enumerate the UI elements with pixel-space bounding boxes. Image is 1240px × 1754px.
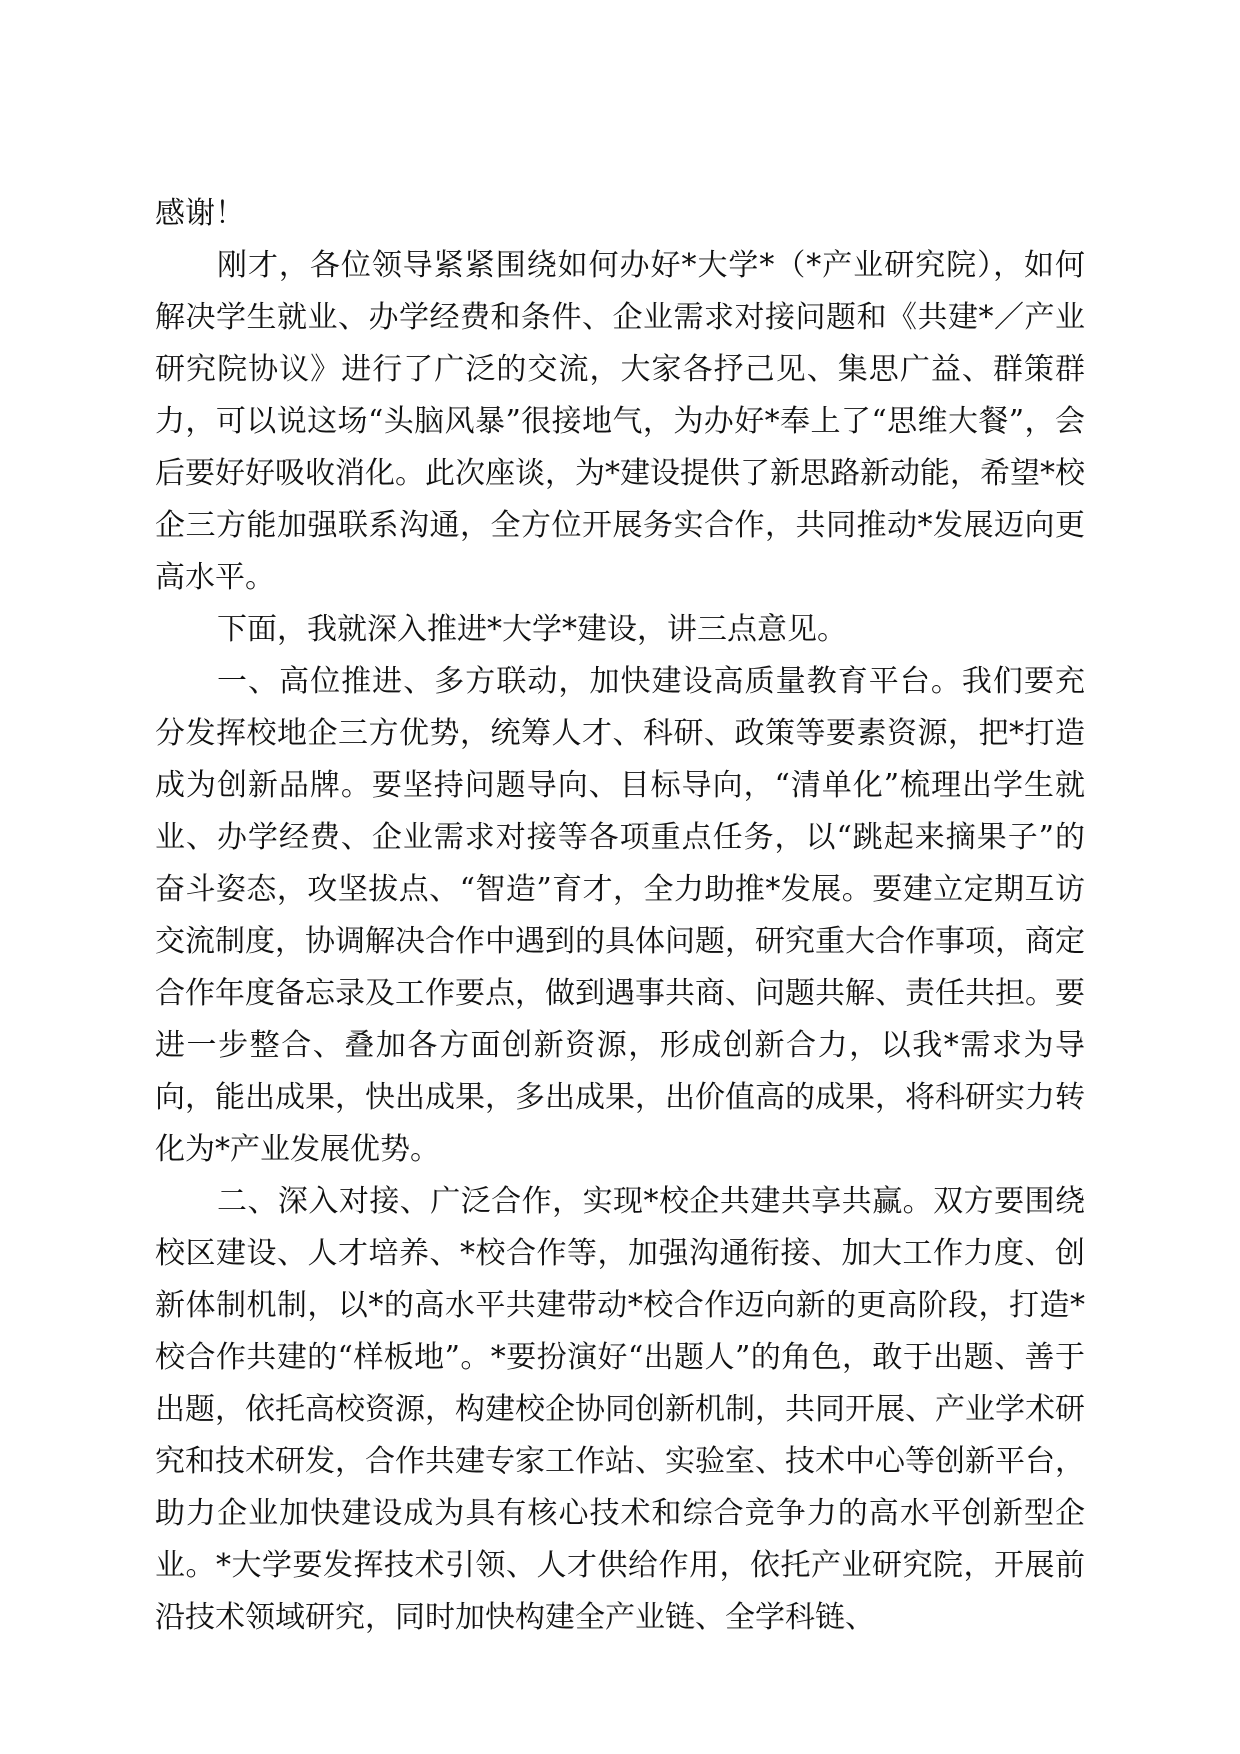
- paragraph-point-two: 二、深入对接、广泛合作，实现*校企共建共享共赢。双方要围绕校区建设、人才培养、*校合作等，加强沟通衔接、加大工作力度、创新体制机制，以*的高水平共建带动*校合作迈向新的更高阶段，打造*校合作共建的“样板地”。*要扮演好“出题人”的角色，敢于出题、善于出题，依托高校资源，构建校企协同创新机制，共同开展、产业学术研究和技术研发，合作共建专家工作站、实验室、技术中心等创新平台，助力企业加快建设成为具有核心技术和综合竞争力的高水平创新型企业。*大学要发挥技术引领、人才供给作用，依托产业研究院，开展前沿技术领域研究，同时加快构建全产业链、全学科链、: [155, 1184, 1085, 1635]
- paragraph-summary: 刚才，各位领导紧紧围绕如何办好*大学*（*产业研究院），如何解决学生就业、办学经费和条件、企业需求对接问题和《共建*／产业研究院协议》进行了广泛的交流，大家各抒己见、集思广益、群策群力，可以说这场“头脑风暴”很接地气，为办好*奉上了“思维大餐”，会后要好好吸收消化。此次座谈，为*建设提供了新思路新动能，希望*校企三方能加强联系沟通，全方位开展务实合作，共同推动*发展迈向更高水平。: [155, 248, 1085, 595]
- document-body: [155, 188, 1085, 1644]
- paragraph-thanks: 感谢！: [155, 196, 245, 231]
- paragraph-intro: 下面，我就深入推进*大学*建设，讲三点意见。: [217, 612, 847, 647]
- paragraph-point-one: 一、高位推进、多方联动，加快建设高质量教育平台。我们要充分发挥校地企三方优势，统筹人才、科研、政策等要素资源，把*打造成为创新品牌。要坚持问题导向、目标导向，“清单化”梳理出学生就业、办学经费、企业需求对接等各项重点任务，以“跳起来摘果子”的奋斗姿态，攻坚拔点、“智造”育才，全力助推*发展。要建立定期互访交流制度，协调解决合作中遇到的具体问题，研究重大合作事项，商定合作年度备忘录及工作要点，做到遇事共商、问题共解、责任共担。要进一步整合、叠加各方面创新资源，形成创新合力，以我*需求为导向，能出成果，快出成果，多出成果，出价值高的成果，将科研实力转化为*产业发展优势。: [155, 664, 1085, 1167]
